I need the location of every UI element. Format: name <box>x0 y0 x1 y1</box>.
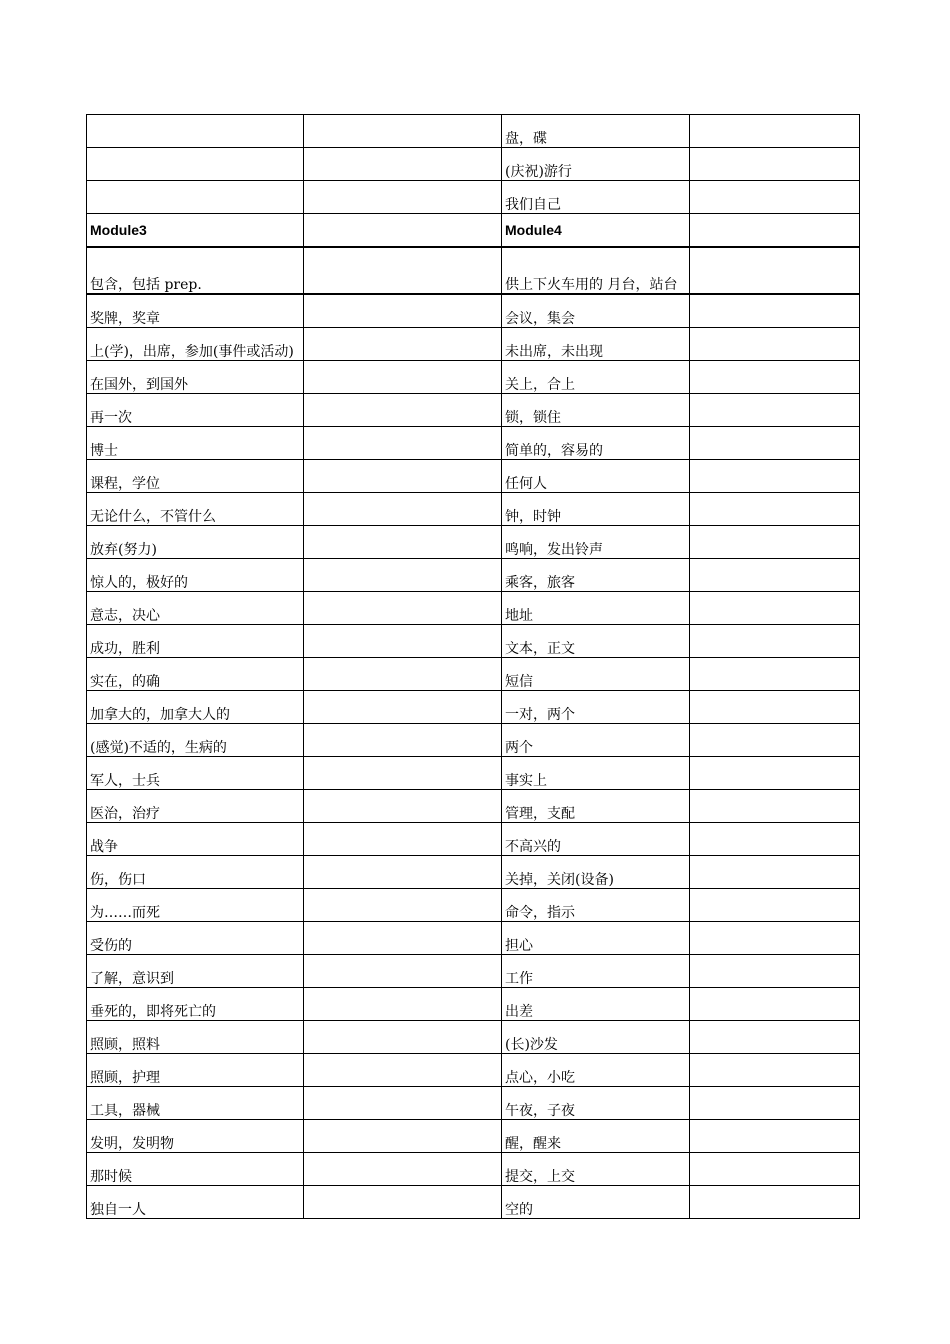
table-row <box>87 691 860 724</box>
answer-cell-right[interactable] <box>690 493 860 526</box>
answer-cell-left[interactable] <box>304 526 502 559</box>
answer-cell-right[interactable] <box>690 394 860 427</box>
table-row <box>87 856 860 889</box>
answer-cell-left[interactable] <box>304 115 502 148</box>
answer-cell-left[interactable] <box>304 361 502 394</box>
chinese-meaning-cell-right: 担心 <box>502 922 690 955</box>
chinese-meaning-cell-left <box>87 115 304 148</box>
chinese-meaning-cell-right: 两个 <box>502 724 690 757</box>
chinese-meaning-cell-right: 事实上 <box>502 757 690 790</box>
chinese-meaning-cell-left: (感觉)不适的，生病的 <box>87 724 304 757</box>
chinese-meaning-cell-right: 我们自己 <box>502 181 690 214</box>
chinese-meaning-cell-left <box>87 148 304 181</box>
answer-cell-left[interactable] <box>304 1087 502 1120</box>
chinese-meaning-cell-right: 提交，上交 <box>502 1153 690 1186</box>
answer-cell-right[interactable] <box>690 625 860 658</box>
chinese-meaning-cell-right: 会议，集会 <box>502 294 690 328</box>
answer-cell-left[interactable] <box>304 889 502 922</box>
table-row <box>87 1087 860 1120</box>
chinese-meaning-cell-left: 为……而死 <box>87 889 304 922</box>
answer-cell-right[interactable] <box>690 1087 860 1120</box>
table-row <box>87 394 860 427</box>
chinese-meaning-cell-right: 点心，小吃 <box>502 1054 690 1087</box>
chinese-meaning-cell-left: 惊人的，极好的 <box>87 559 304 592</box>
answer-cell-left[interactable] <box>304 955 502 988</box>
answer-cell-right[interactable] <box>690 889 860 922</box>
table-row <box>87 1021 860 1054</box>
answer-cell-left[interactable] <box>304 1021 502 1054</box>
answer-cell-right[interactable] <box>690 790 860 823</box>
table-row <box>87 361 860 394</box>
vocabulary-table <box>86 114 860 1219</box>
chinese-meaning-cell-left <box>87 181 304 214</box>
chinese-meaning-cell-left: 军人，士兵 <box>87 757 304 790</box>
table-row <box>87 1186 860 1219</box>
answer-cell-left[interactable] <box>304 658 502 691</box>
answer-cell-right[interactable] <box>690 361 860 394</box>
chinese-meaning-cell-right: 鸣响，发出铃声 <box>502 526 690 559</box>
table-row <box>87 757 860 790</box>
answer-cell-left[interactable] <box>304 328 502 361</box>
chinese-meaning-cell-left: 实在，的确 <box>87 658 304 691</box>
chinese-meaning-cell-right: 盘，碟 <box>502 115 690 148</box>
chinese-meaning-cell-left: 包含，包括 prep. <box>87 247 304 294</box>
chinese-meaning-cell-right: (长)沙发 <box>502 1021 690 1054</box>
table-row <box>87 823 860 856</box>
answer-cell-left[interactable] <box>304 559 502 592</box>
table-row <box>87 1054 860 1087</box>
answer-cell-right[interactable] <box>690 757 860 790</box>
chinese-meaning-cell-left: 垂死的，即将死亡的 <box>87 988 304 1021</box>
table-row <box>87 526 860 559</box>
table-row <box>87 724 860 757</box>
answer-cell-right[interactable] <box>690 1186 860 1219</box>
answer-cell-right[interactable] <box>690 559 860 592</box>
chinese-meaning-cell-left: 伤，伤口 <box>87 856 304 889</box>
answer-cell-right[interactable] <box>690 1054 860 1087</box>
answer-cell-right[interactable] <box>690 592 860 625</box>
table-row <box>87 247 860 294</box>
answer-cell-left[interactable] <box>304 757 502 790</box>
answer-cell-right[interactable] <box>690 724 860 757</box>
answer-cell-left[interactable] <box>304 247 502 294</box>
chinese-meaning-cell-right: 出差 <box>502 988 690 1021</box>
chinese-meaning-cell-right: 未出席，未出现 <box>502 328 690 361</box>
chinese-meaning-cell-left: 无论什么，不管什么 <box>87 493 304 526</box>
answer-cell-right[interactable] <box>690 181 860 214</box>
answer-cell-left[interactable] <box>304 823 502 856</box>
table-row <box>87 922 860 955</box>
chinese-meaning-cell-right: 命令，指示 <box>502 889 690 922</box>
answer-cell-right[interactable] <box>690 115 860 148</box>
chinese-meaning-cell-right: 午夜，子夜 <box>502 1087 690 1120</box>
answer-cell-left[interactable] <box>304 790 502 823</box>
chinese-meaning-cell-right: 醒，醒来 <box>502 1120 690 1153</box>
answer-cell-right[interactable] <box>690 691 860 724</box>
chinese-meaning-cell-right: 关上，合上 <box>502 361 690 394</box>
answer-cell-left[interactable] <box>304 1186 502 1219</box>
chinese-meaning-cell-left: 博士 <box>87 427 304 460</box>
table-row <box>87 988 860 1021</box>
answer-cell-left[interactable] <box>304 691 502 724</box>
chinese-meaning-cell-right: 钟，时钟 <box>502 493 690 526</box>
chinese-meaning-cell-left: 那时候 <box>87 1153 304 1186</box>
chinese-meaning-cell-right: 工作 <box>502 955 690 988</box>
answer-cell-right[interactable] <box>690 856 860 889</box>
chinese-meaning-cell-left: 在国外，到国外 <box>87 361 304 394</box>
table-row <box>87 1120 860 1153</box>
chinese-meaning-cell-left: 放弃(努力) <box>87 526 304 559</box>
chinese-meaning-cell-right: 地址 <box>502 592 690 625</box>
answer-cell-left[interactable] <box>304 922 502 955</box>
chinese-meaning-cell-right: 乘客，旅客 <box>502 559 690 592</box>
answer-cell-left[interactable] <box>304 988 502 1021</box>
chinese-meaning-cell-right: 不高兴的 <box>502 823 690 856</box>
chinese-meaning-cell-left: 照顾，照料 <box>87 1021 304 1054</box>
answer-cell-left[interactable] <box>304 724 502 757</box>
chinese-meaning-cell-left: 受伤的 <box>87 922 304 955</box>
table-row <box>87 658 860 691</box>
answer-cell-right[interactable] <box>690 526 860 559</box>
chinese-meaning-cell-left: 战争 <box>87 823 304 856</box>
answer-cell-right[interactable] <box>690 427 860 460</box>
answer-cell-left[interactable] <box>304 1120 502 1153</box>
chinese-meaning-cell-right: 锁，锁住 <box>502 394 690 427</box>
chinese-meaning-cell-left: 加拿大的，加拿大人的 <box>87 691 304 724</box>
answer-cell-right[interactable] <box>690 247 860 294</box>
answer-cell-left[interactable] <box>304 181 502 214</box>
answer-cell-right[interactable] <box>690 988 860 1021</box>
chinese-meaning-cell-left: 独自一人 <box>87 1186 304 1219</box>
answer-cell-left[interactable] <box>304 1153 502 1186</box>
chinese-meaning-cell-left: 照顾，护理 <box>87 1054 304 1087</box>
table-row <box>87 790 860 823</box>
answer-cell-left[interactable] <box>304 294 502 328</box>
table-row <box>87 460 860 493</box>
answer-cell-right[interactable] <box>690 294 860 328</box>
answer-cell-left[interactable] <box>304 493 502 526</box>
answer-cell-left[interactable] <box>304 148 502 181</box>
table-row <box>87 148 860 181</box>
table-row <box>87 493 860 526</box>
module-title: Module4 <box>502 214 690 248</box>
table-row <box>87 889 860 922</box>
chinese-meaning-cell-right: 任何人 <box>502 460 690 493</box>
chinese-meaning-cell-right: 供上下火车用的 月台，站台 <box>502 247 690 294</box>
chinese-meaning-cell-right: 关掉，关闭(设备) <box>502 856 690 889</box>
answer-cell-left[interactable] <box>304 460 502 493</box>
answer-cell-left[interactable] <box>304 427 502 460</box>
table-row <box>87 328 860 361</box>
answer-cell-right[interactable] <box>690 658 860 691</box>
table-row <box>87 625 860 658</box>
answer-cell-right[interactable] <box>690 214 860 248</box>
chinese-meaning-cell-right: 短信 <box>502 658 690 691</box>
chinese-meaning-cell-left: 上(学)，出席，参加(事件或活动) <box>87 328 304 361</box>
chinese-meaning-cell-left: 意志，决心 <box>87 592 304 625</box>
chinese-meaning-cell-left: 奖牌，奖章 <box>87 294 304 328</box>
answer-cell-right[interactable] <box>690 148 860 181</box>
answer-cell-right[interactable] <box>690 328 860 361</box>
chinese-meaning-cell-right: 空的 <box>502 1186 690 1219</box>
answer-cell-left[interactable] <box>304 856 502 889</box>
chinese-meaning-cell-left: 工具，器械 <box>87 1087 304 1120</box>
table-row <box>87 592 860 625</box>
vocabulary-table-body <box>87 115 860 1219</box>
answer-cell-left[interactable] <box>304 394 502 427</box>
chinese-meaning-cell-right: 简单的，容易的 <box>502 427 690 460</box>
chinese-meaning-cell-left: 再一次 <box>87 394 304 427</box>
chinese-meaning-cell-left: 医治，治疗 <box>87 790 304 823</box>
answer-cell-right[interactable] <box>690 955 860 988</box>
chinese-meaning-cell-left: 发明，发明物 <box>87 1120 304 1153</box>
chinese-meaning-cell-left: 成功，胜利 <box>87 625 304 658</box>
table-row <box>87 294 860 328</box>
chinese-meaning-cell-right: 管理，支配 <box>502 790 690 823</box>
answer-cell-left[interactable] <box>304 592 502 625</box>
table-row <box>87 559 860 592</box>
table-row <box>87 955 860 988</box>
module-title: Module3 <box>87 214 304 248</box>
chinese-meaning-cell-left: 了解，意识到 <box>87 955 304 988</box>
answer-cell-right[interactable] <box>690 1153 860 1186</box>
answer-cell-right[interactable] <box>690 460 860 493</box>
chinese-meaning-cell-right: 文本，正文 <box>502 625 690 658</box>
answer-cell-left[interactable] <box>304 625 502 658</box>
answer-cell-right[interactable] <box>690 922 860 955</box>
table-row <box>87 181 860 214</box>
answer-cell-right[interactable] <box>690 1120 860 1153</box>
table-row <box>87 115 860 148</box>
answer-cell-right[interactable] <box>690 823 860 856</box>
chinese-meaning-cell-right: (庆祝)游行 <box>502 148 690 181</box>
answer-cell-left[interactable] <box>304 214 502 248</box>
module-header-row <box>87 214 860 248</box>
answer-cell-left[interactable] <box>304 1054 502 1087</box>
table-row <box>87 427 860 460</box>
chinese-meaning-cell-left: 课程，学位 <box>87 460 304 493</box>
answer-cell-right[interactable] <box>690 1021 860 1054</box>
chinese-meaning-cell-right: 一对，两个 <box>502 691 690 724</box>
table-row <box>87 1153 860 1186</box>
